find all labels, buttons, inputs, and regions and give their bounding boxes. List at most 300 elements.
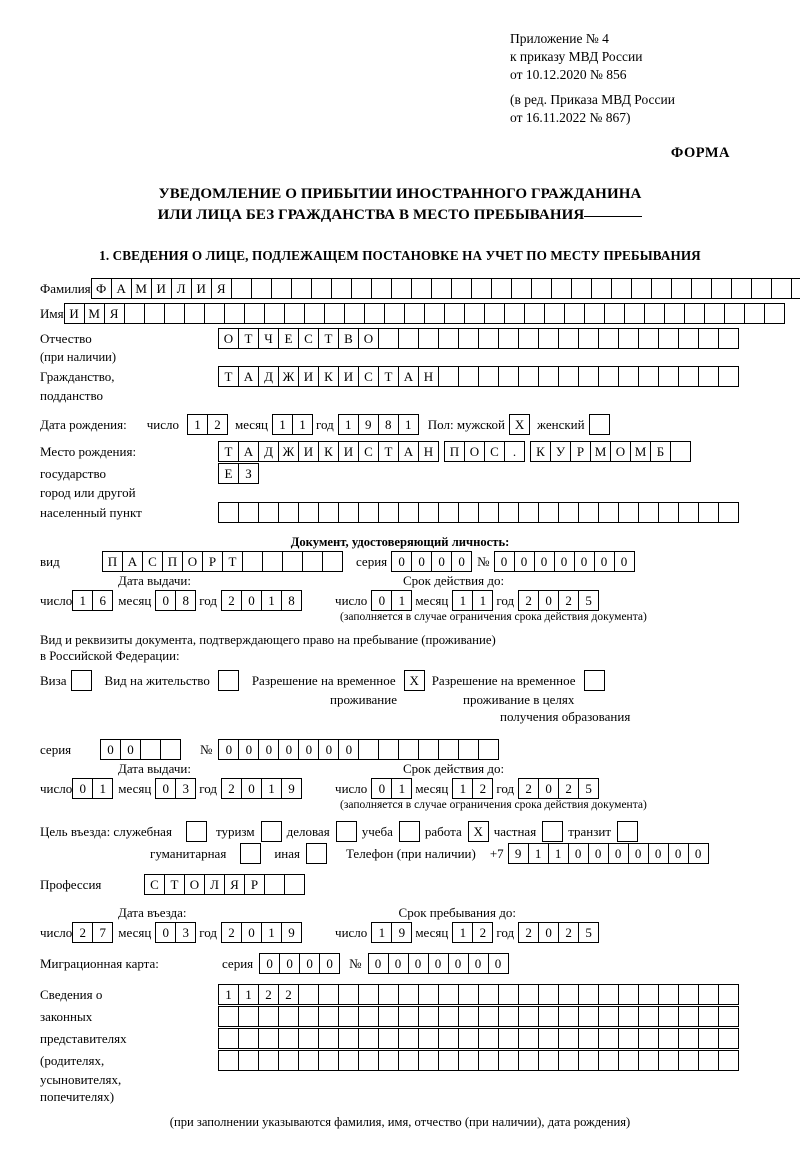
stay-day-input[interactable] [371, 922, 411, 943]
form-cell[interactable] [458, 1006, 479, 1027]
form-cell[interactable]: 0 [371, 778, 392, 799]
form-cell[interactable]: Р [570, 441, 591, 462]
form-cell[interactable] [298, 984, 319, 1005]
entry-year-input[interactable] [221, 922, 301, 943]
form-cell[interactable]: 1 [72, 590, 93, 611]
form-cell[interactable] [678, 328, 699, 349]
form-cell[interactable] [302, 551, 323, 572]
form-cell[interactable] [204, 303, 225, 324]
form-cell[interactable]: 0 [538, 590, 559, 611]
form-cell[interactable] [638, 1006, 659, 1027]
form-cell[interactable] [638, 502, 659, 523]
form-cell[interactable] [718, 984, 739, 1005]
birthplace-city-input-3[interactable] [218, 502, 738, 523]
form-cell[interactable]: И [338, 366, 359, 387]
form-cell[interactable] [258, 1006, 279, 1027]
form-cell[interactable]: Н [418, 441, 439, 462]
doc-issue-day-input[interactable] [72, 590, 112, 611]
form-cell[interactable] [591, 278, 612, 299]
form-cell[interactable] [589, 414, 610, 435]
form-cell[interactable]: И [298, 366, 319, 387]
form-cell[interactable] [458, 502, 479, 523]
form-cell[interactable]: 0 [554, 551, 575, 572]
doc-issue-month-input[interactable] [155, 590, 195, 611]
form-cell[interactable]: 0 [100, 739, 121, 760]
form-cell[interactable] [504, 303, 525, 324]
permit-number-input[interactable] [218, 739, 498, 760]
purpose-study-checkbox[interactable] [399, 821, 419, 842]
form-cell[interactable]: 1 [472, 590, 493, 611]
form-cell[interactable]: 0 [488, 953, 509, 974]
form-cell[interactable] [684, 303, 705, 324]
form-cell[interactable] [764, 303, 785, 324]
form-cell[interactable] [658, 984, 679, 1005]
form-cell[interactable] [598, 1006, 619, 1027]
form-cell[interactable] [242, 551, 263, 572]
form-cell[interactable] [464, 303, 485, 324]
form-cell[interactable] [298, 1050, 319, 1071]
form-cell[interactable] [558, 984, 579, 1005]
form-cell[interactable] [378, 328, 399, 349]
form-cell[interactable] [564, 303, 585, 324]
form-cell[interactable] [618, 1028, 639, 1049]
form-cell[interactable] [336, 821, 357, 842]
form-cell[interactable] [324, 303, 345, 324]
form-cell[interactable]: У [550, 441, 571, 462]
form-cell[interactable] [458, 984, 479, 1005]
form-cell[interactable]: И [338, 441, 359, 462]
form-cell[interactable]: 1 [261, 922, 282, 943]
form-cell[interactable] [238, 1028, 259, 1049]
purpose-transit-checkbox[interactable] [617, 821, 637, 842]
form-cell[interactable]: К [318, 366, 339, 387]
form-cell[interactable]: 1 [452, 778, 473, 799]
form-cell[interactable]: 2 [221, 778, 242, 799]
form-cell[interactable]: Я [224, 874, 245, 895]
permit-issue-month-input[interactable] [155, 778, 195, 799]
form-cell[interactable]: 0 [259, 953, 280, 974]
form-cell[interactable]: Б [650, 441, 671, 462]
form-cell[interactable] [438, 366, 459, 387]
form-cell[interactable] [184, 303, 205, 324]
form-cell[interactable] [398, 1006, 419, 1027]
form-cell[interactable] [598, 502, 619, 523]
form-cell[interactable] [358, 1006, 379, 1027]
form-cell[interactable]: И [298, 441, 319, 462]
form-cell[interactable]: 3 [175, 922, 196, 943]
form-cell[interactable]: А [238, 441, 259, 462]
form-cell[interactable]: 0 [428, 953, 449, 974]
form-cell[interactable] [771, 278, 792, 299]
form-cell[interactable] [658, 1006, 679, 1027]
birthplace-city-input-b[interactable] [530, 441, 690, 462]
form-cell[interactable]: 0 [608, 843, 629, 864]
form-cell[interactable] [71, 670, 92, 691]
sex-male-checkbox[interactable] [509, 414, 529, 435]
form-cell[interactable] [691, 278, 712, 299]
form-cell[interactable]: 5 [578, 922, 599, 943]
form-cell[interactable] [538, 328, 559, 349]
doc-kind-input[interactable] [102, 551, 342, 572]
form-cell[interactable] [698, 1050, 719, 1071]
mig-series-input[interactable] [259, 953, 339, 974]
form-cell[interactable]: 0 [298, 739, 319, 760]
form-cell[interactable] [698, 502, 719, 523]
form-cell[interactable] [311, 278, 332, 299]
visa-checkbox[interactable] [71, 670, 91, 691]
form-cell[interactable]: 2 [518, 590, 539, 611]
form-cell[interactable] [378, 1006, 399, 1027]
form-cell[interactable]: 1 [92, 778, 113, 799]
form-cell[interactable] [224, 303, 245, 324]
form-cell[interactable] [484, 303, 505, 324]
form-cell[interactable] [518, 1028, 539, 1049]
form-cell[interactable]: 0 [408, 953, 429, 974]
form-cell[interactable]: 7 [92, 922, 113, 943]
form-cell[interactable] [338, 502, 359, 523]
form-cell[interactable] [658, 502, 679, 523]
form-cell[interactable]: 1 [452, 922, 473, 943]
form-cell[interactable] [518, 1050, 539, 1071]
form-cell[interactable] [518, 1006, 539, 1027]
form-cell[interactable]: О [184, 874, 205, 895]
birthplace-city-input-a[interactable] [444, 441, 524, 462]
form-cell[interactable]: 2 [558, 922, 579, 943]
form-cell[interactable] [438, 1050, 459, 1071]
form-cell[interactable] [678, 1006, 699, 1027]
form-cell[interactable] [318, 502, 339, 523]
form-cell[interactable] [218, 1028, 239, 1049]
form-cell[interactable] [791, 278, 800, 299]
form-cell[interactable]: С [142, 551, 163, 572]
form-cell[interactable]: А [238, 366, 259, 387]
form-cell[interactable] [658, 328, 679, 349]
form-cell[interactable]: 0 [299, 953, 320, 974]
form-cell[interactable] [278, 1050, 299, 1071]
form-cell[interactable] [338, 1006, 359, 1027]
form-cell[interactable]: П [102, 551, 123, 572]
form-cell[interactable]: 0 [648, 843, 669, 864]
form-cell[interactable] [678, 1050, 699, 1071]
form-cell[interactable] [164, 303, 185, 324]
form-cell[interactable] [598, 1050, 619, 1071]
form-cell[interactable] [238, 502, 259, 523]
form-cell[interactable] [491, 278, 512, 299]
birthplace-city-input-2[interactable] [218, 463, 258, 484]
form-cell[interactable]: 6 [92, 590, 113, 611]
form-cell[interactable]: И [151, 278, 172, 299]
form-cell[interactable] [558, 1028, 579, 1049]
form-cell[interactable] [284, 874, 305, 895]
form-cell[interactable]: П [162, 551, 183, 572]
form-cell[interactable] [384, 303, 405, 324]
form-cell[interactable] [670, 441, 691, 462]
form-cell[interactable] [458, 328, 479, 349]
form-cell[interactable]: Ч [258, 328, 279, 349]
form-cell[interactable] [398, 328, 419, 349]
form-cell[interactable]: 0 [538, 778, 559, 799]
form-cell[interactable]: Я [211, 278, 232, 299]
form-cell[interactable]: 0 [628, 843, 649, 864]
form-cell[interactable]: Р [244, 874, 265, 895]
doc-number-input[interactable] [494, 551, 634, 572]
form-cell[interactable]: 2 [518, 922, 539, 943]
form-cell[interactable]: М [590, 441, 611, 462]
form-cell[interactable]: 2 [72, 922, 93, 943]
form-cell[interactable] [631, 278, 652, 299]
form-cell[interactable] [478, 328, 499, 349]
form-cell[interactable] [298, 502, 319, 523]
form-cell[interactable] [271, 278, 292, 299]
form-cell[interactable] [358, 984, 379, 1005]
form-cell[interactable]: Х [468, 821, 489, 842]
stay-month-input[interactable] [452, 922, 492, 943]
form-cell[interactable] [251, 278, 272, 299]
form-cell[interactable] [638, 984, 659, 1005]
form-cell[interactable] [478, 739, 499, 760]
form-cell[interactable]: 1 [528, 843, 549, 864]
form-cell[interactable]: Н [418, 366, 439, 387]
form-cell[interactable]: М [84, 303, 105, 324]
form-cell[interactable] [438, 328, 459, 349]
form-cell[interactable]: 0 [411, 551, 432, 572]
form-cell[interactable]: С [144, 874, 165, 895]
form-cell[interactable] [678, 984, 699, 1005]
form-cell[interactable]: 0 [371, 590, 392, 611]
form-cell[interactable] [306, 843, 327, 864]
form-cell[interactable] [238, 1050, 259, 1071]
form-cell[interactable]: А [122, 551, 143, 572]
sex-female-checkbox[interactable] [589, 414, 609, 435]
form-cell[interactable] [718, 502, 739, 523]
patronymic-input[interactable] [218, 328, 738, 349]
form-cell[interactable] [751, 278, 772, 299]
form-cell[interactable] [218, 502, 239, 523]
form-cell[interactable] [431, 278, 452, 299]
form-cell[interactable]: 9 [508, 843, 529, 864]
form-cell[interactable]: Р [202, 551, 223, 572]
form-cell[interactable]: 0 [391, 551, 412, 572]
form-cell[interactable]: Т [318, 328, 339, 349]
form-cell[interactable] [331, 278, 352, 299]
form-cell[interactable]: Т [218, 366, 239, 387]
form-cell[interactable] [398, 1028, 419, 1049]
form-cell[interactable] [544, 303, 565, 324]
form-cell[interactable] [378, 1050, 399, 1071]
form-cell[interactable]: 0 [155, 590, 176, 611]
edu-residence-checkbox[interactable] [584, 670, 604, 691]
doc-valid-month-input[interactable] [452, 590, 492, 611]
form-cell[interactable] [418, 502, 439, 523]
form-cell[interactable] [378, 984, 399, 1005]
form-cell[interactable] [638, 1050, 659, 1071]
form-cell[interactable] [418, 1028, 439, 1049]
form-cell[interactable] [578, 502, 599, 523]
form-cell[interactable]: 1 [261, 590, 282, 611]
form-cell[interactable] [444, 303, 465, 324]
form-cell[interactable]: 1 [187, 414, 208, 435]
birthplace-state-input[interactable] [218, 441, 438, 462]
form-cell[interactable] [438, 502, 459, 523]
form-cell[interactable] [218, 670, 239, 691]
form-cell[interactable] [318, 1028, 339, 1049]
form-cell[interactable] [478, 1006, 499, 1027]
form-cell[interactable]: 1 [391, 778, 412, 799]
form-cell[interactable] [404, 303, 425, 324]
form-cell[interactable] [471, 278, 492, 299]
form-cell[interactable] [538, 984, 559, 1005]
form-cell[interactable] [638, 1028, 659, 1049]
form-cell[interactable] [558, 1050, 579, 1071]
form-cell[interactable] [744, 303, 765, 324]
form-cell[interactable]: 1 [238, 984, 259, 1005]
form-cell[interactable] [718, 1028, 739, 1049]
form-cell[interactable]: Т [164, 874, 185, 895]
form-cell[interactable] [264, 303, 285, 324]
form-cell[interactable]: 0 [494, 551, 515, 572]
form-cell[interactable]: Я [104, 303, 125, 324]
residence-checkbox[interactable] [218, 670, 238, 691]
form-cell[interactable] [718, 366, 739, 387]
form-cell[interactable] [698, 366, 719, 387]
form-cell[interactable] [658, 1050, 679, 1071]
form-cell[interactable]: 5 [578, 778, 599, 799]
form-cell[interactable]: 0 [568, 843, 589, 864]
stay-year-input[interactable] [518, 922, 598, 943]
form-cell[interactable] [261, 821, 282, 842]
form-cell[interactable]: Ф [91, 278, 112, 299]
form-cell[interactable] [338, 984, 359, 1005]
form-cell[interactable] [698, 1028, 719, 1049]
form-cell[interactable] [551, 278, 572, 299]
form-cell[interactable] [258, 1028, 279, 1049]
form-cell[interactable] [124, 303, 145, 324]
form-cell[interactable]: Х [404, 670, 425, 691]
form-cell[interactable] [698, 1006, 719, 1027]
form-cell[interactable] [598, 366, 619, 387]
form-cell[interactable]: З [238, 463, 259, 484]
form-cell[interactable] [322, 551, 343, 572]
form-cell[interactable] [218, 1050, 239, 1071]
form-cell[interactable] [258, 1050, 279, 1071]
form-cell[interactable]: 1 [292, 414, 313, 435]
form-cell[interactable] [478, 1050, 499, 1071]
form-cell[interactable] [399, 821, 420, 842]
temp-residence-checkbox[interactable] [404, 670, 424, 691]
form-cell[interactable]: С [484, 441, 505, 462]
legal-rep-input-3[interactable] [218, 1028, 738, 1049]
form-cell[interactable] [524, 303, 545, 324]
doc-valid-day-input[interactable] [371, 590, 411, 611]
form-cell[interactable]: 0 [468, 953, 489, 974]
form-cell[interactable] [478, 984, 499, 1005]
form-cell[interactable] [378, 1028, 399, 1049]
form-cell[interactable]: 0 [278, 739, 299, 760]
form-cell[interactable] [531, 278, 552, 299]
form-cell[interactable] [291, 278, 312, 299]
form-cell[interactable] [538, 1006, 559, 1027]
form-cell[interactable] [458, 1028, 479, 1049]
form-cell[interactable] [558, 328, 579, 349]
form-cell[interactable]: 8 [378, 414, 399, 435]
form-cell[interactable] [458, 739, 479, 760]
form-cell[interactable] [478, 502, 499, 523]
form-cell[interactable] [418, 739, 439, 760]
form-cell[interactable] [618, 984, 639, 1005]
form-cell[interactable]: 8 [175, 590, 196, 611]
form-cell[interactable] [538, 1028, 559, 1049]
phone-input[interactable] [508, 843, 708, 864]
form-cell[interactable] [298, 1006, 319, 1027]
permit-valid-year-input[interactable] [518, 778, 598, 799]
form-cell[interactable]: Л [171, 278, 192, 299]
form-cell[interactable] [398, 739, 419, 760]
form-cell[interactable] [618, 366, 639, 387]
purpose-tourism-checkbox[interactable] [261, 821, 281, 842]
form-cell[interactable] [498, 502, 519, 523]
form-cell[interactable] [578, 1028, 599, 1049]
form-cell[interactable] [538, 502, 559, 523]
form-cell[interactable]: 0 [538, 922, 559, 943]
form-cell[interactable]: 0 [241, 778, 262, 799]
form-cell[interactable]: А [398, 366, 419, 387]
form-cell[interactable] [498, 366, 519, 387]
purpose-business-checkbox[interactable] [336, 821, 356, 842]
form-cell[interactable] [498, 328, 519, 349]
purpose-other-checkbox[interactable] [306, 843, 326, 864]
form-cell[interactable] [664, 303, 685, 324]
form-cell[interactable]: 0 [688, 843, 709, 864]
form-cell[interactable] [598, 984, 619, 1005]
form-cell[interactable] [398, 502, 419, 523]
purpose-service-checkbox[interactable] [186, 821, 206, 842]
form-cell[interactable] [411, 278, 432, 299]
form-cell[interactable]: 0 [120, 739, 141, 760]
doc-issue-year-input[interactable] [221, 590, 301, 611]
form-cell[interactable] [418, 984, 439, 1005]
form-cell[interactable]: 3 [175, 778, 196, 799]
form-cell[interactable] [618, 1006, 639, 1027]
form-cell[interactable]: 0 [448, 953, 469, 974]
form-cell[interactable]: М [630, 441, 651, 462]
permit-issue-day-input[interactable] [72, 778, 112, 799]
form-cell[interactable] [278, 1028, 299, 1049]
surname-input[interactable] [91, 278, 800, 299]
form-cell[interactable]: 0 [594, 551, 615, 572]
form-cell[interactable] [438, 984, 459, 1005]
form-cell[interactable] [278, 502, 299, 523]
form-cell[interactable]: 9 [391, 922, 412, 943]
form-cell[interactable] [478, 1028, 499, 1049]
name-input[interactable] [64, 303, 784, 324]
form-cell[interactable]: И [64, 303, 85, 324]
form-cell[interactable]: 0 [534, 551, 555, 572]
form-cell[interactable]: 1 [398, 414, 419, 435]
form-cell[interactable]: 1 [452, 590, 473, 611]
form-cell[interactable] [351, 278, 372, 299]
form-cell[interactable] [704, 303, 725, 324]
form-cell[interactable]: 0 [279, 953, 300, 974]
form-cell[interactable]: 0 [574, 551, 595, 572]
form-cell[interactable] [438, 1006, 459, 1027]
permit-series-input[interactable] [100, 739, 180, 760]
form-cell[interactable] [218, 1006, 239, 1027]
form-cell[interactable]: 2 [207, 414, 228, 435]
form-cell[interactable]: О [182, 551, 203, 572]
purpose-private-checkbox[interactable] [542, 821, 562, 842]
form-cell[interactable] [611, 278, 632, 299]
form-cell[interactable]: 0 [668, 843, 689, 864]
